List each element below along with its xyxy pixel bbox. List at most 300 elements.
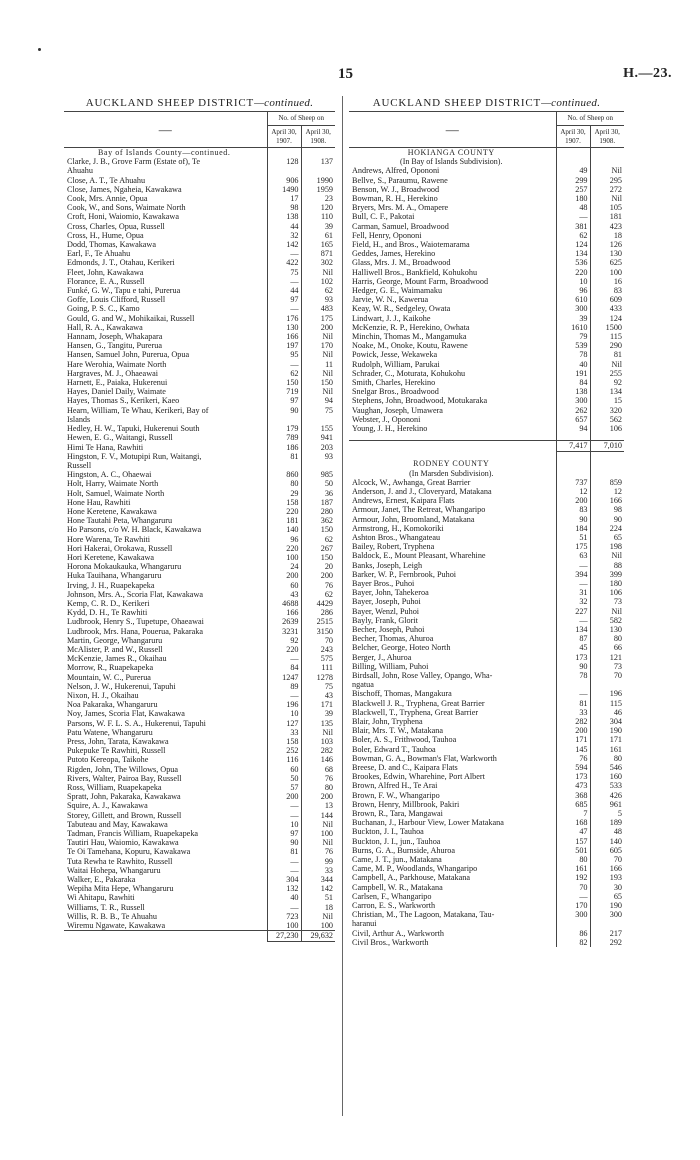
owner-name: Storey, Gillett, and Brown, Russell <box>64 811 267 820</box>
owner-name: Becher, Thomas, Ahuroa <box>349 634 556 643</box>
table-row <box>349 551 624 560</box>
sheep-1908: 68 <box>324 764 333 774</box>
sheep-1907 <box>556 157 590 166</box>
owner-name: Ross, William, Ruapekapeka <box>64 783 267 792</box>
sheep-1908: 200 <box>320 792 333 802</box>
sheep-1908: 121 <box>609 652 622 662</box>
owner-name: Hewen, E. G., Waitangi, Russell <box>64 433 267 442</box>
sheep-1908: 30 <box>613 882 622 892</box>
sheep-1907: 145 <box>556 745 590 754</box>
sheep-1907: 539 <box>556 341 590 350</box>
owner-name: Earl, F., Te Ahuahu <box>64 249 267 258</box>
owner-name: Smith, Charles, Herekino <box>349 378 556 387</box>
table-row <box>64 166 335 175</box>
sheep-1908: 533 <box>609 781 622 791</box>
sheep-1907: 594 <box>556 763 590 772</box>
owner-name: Cook, Mrs. Annie, Opua <box>64 194 267 203</box>
sheep-1907: — <box>267 654 301 663</box>
sheep-1907: 17 <box>267 194 301 203</box>
sheep-1907: — <box>267 304 301 313</box>
table-row <box>349 809 624 818</box>
table-row <box>64 820 335 829</box>
owner-name: Wepiha Mita Hepe, Whangaruru <box>64 884 267 893</box>
table-row <box>349 653 624 662</box>
owner-name: Edmonds, J. T., Otahau, Kerikeri <box>64 258 267 267</box>
sheep-1907: 62 <box>267 369 301 378</box>
sheep-1908: 130 <box>609 249 622 259</box>
sheep-1908: 859 <box>609 477 622 487</box>
sheep-1908: Nil <box>322 838 333 848</box>
sheep-1907 <box>556 148 590 158</box>
table-row <box>64 654 335 663</box>
sheep-1908: 181 <box>609 212 622 222</box>
sheep-1907: 100 <box>267 921 301 931</box>
owner-name: Hayes, Daniel Daily, Waimate <box>64 387 267 396</box>
owner-name: Te Oi Tamehana, Kopuru, Kawakawa <box>64 847 267 856</box>
sheep-1908: 80 <box>613 634 622 644</box>
owner-name: Benson, W. J., Broadwood <box>349 185 556 194</box>
sheep-1907: 124 <box>556 240 590 249</box>
sheep-1907: 173 <box>556 772 590 781</box>
sheep-1907: — <box>267 811 301 820</box>
sheep-1907: 57 <box>267 783 301 792</box>
table-row <box>349 268 624 277</box>
sheep-1908: 150 <box>320 552 333 562</box>
sheep-1908: 304 <box>609 716 622 726</box>
sheep-1907: 1490 <box>267 185 301 194</box>
sheep-1908 <box>301 415 335 424</box>
sheep-1908: 171 <box>320 700 333 710</box>
sheep-1907: — <box>556 689 590 698</box>
sheep-1907: 32 <box>267 231 301 240</box>
sheep-table-left <box>64 111 335 942</box>
sheep-1907: 220 <box>556 268 590 277</box>
sheep-1908: 130 <box>609 624 622 634</box>
table-row <box>64 866 335 875</box>
owner-name: Holt, Harry, Waimate North <box>64 479 267 488</box>
owner-name: Hare Werohia, Waimate North <box>64 360 267 369</box>
sheep-1908: 110 <box>321 212 333 222</box>
sheep-1908: 66 <box>613 643 622 653</box>
sheep-1908 <box>590 157 624 166</box>
owner-name: Noy, James, Scoria Flat, Kawakawa <box>64 709 267 718</box>
sheep-1908: 160 <box>609 772 622 782</box>
owner-name: Boler, A. S., Frithwood, Tauhoa <box>349 735 556 744</box>
table-row <box>64 406 335 415</box>
owner-name: Funké, G. W., Tapu e tahi, Pureruа <box>64 286 267 295</box>
sheep-1907: 282 <box>556 717 590 726</box>
owner-name: Stephens, John, Broadwood, Motukaraka <box>349 396 556 405</box>
sheep-1908: 282 <box>320 746 333 756</box>
table-row <box>349 341 624 350</box>
table-row <box>349 396 624 405</box>
sheep-1907: 10 <box>267 820 301 829</box>
sheep-1907: 33 <box>556 708 590 717</box>
table-row <box>64 581 335 590</box>
sheep-1907: 92 <box>267 636 301 645</box>
page-header <box>0 66 700 82</box>
sheep-1907: 81 <box>267 452 301 461</box>
owner-name: Bayer, Joseph, Puhoi <box>349 597 556 606</box>
sheep-1907: 7,417 <box>556 441 590 452</box>
table-row <box>64 516 335 525</box>
table-row <box>64 433 335 442</box>
owner-name: Tautiri Hau, Waiomio, Kawakawa <box>64 838 267 847</box>
sheep-1908: 399 <box>609 569 622 579</box>
sheep-1908: 625 <box>609 258 622 268</box>
sheep-1908: 70 <box>613 855 622 865</box>
table-row <box>64 231 335 240</box>
table-row <box>64 636 335 645</box>
owner-name: Johnson, Mrs. A., Scoria Flat, Kawakawa <box>64 590 267 599</box>
sheep-1907: 82 <box>556 938 590 947</box>
table-row <box>64 838 335 847</box>
table-row <box>349 791 624 800</box>
sheep-1908: 13 <box>324 801 333 811</box>
sheep-1907: 10 <box>267 709 301 718</box>
owner-name: ngatua <box>349 680 556 689</box>
sheep-1907: 80 <box>556 855 590 864</box>
owner-name: Waitai Hohepa, Whangaruru <box>64 866 267 875</box>
page-number: 15 <box>338 66 353 82</box>
table-row <box>349 332 624 341</box>
sheep-1908: 61 <box>324 230 333 240</box>
sheep-1907: 501 <box>556 846 590 855</box>
sheep-1908: 137 <box>320 157 333 167</box>
table-row <box>349 754 624 763</box>
sheep-1908: 175 <box>320 313 333 323</box>
sheep-1908: 92 <box>613 378 622 388</box>
sheep-1908: Nil <box>611 551 622 561</box>
table-row <box>349 203 624 212</box>
owner-name: Cross, H., Hume, Opua <box>64 231 267 240</box>
owner-name: Armour, Janet, The Retreat, Whangaripo <box>349 505 556 514</box>
owner-name: Carron, E. S., Warkworth <box>349 901 556 910</box>
county-heading <box>64 148 335 158</box>
owner-name: Tabuteau and May, Kawakawa <box>64 820 267 829</box>
table-row <box>349 249 624 258</box>
table-row <box>349 369 624 378</box>
sheep-1907: 39 <box>556 314 590 323</box>
owner-name: Rudolph, William, Parukai <box>349 360 556 369</box>
sheep-1908: 126 <box>609 240 622 250</box>
owner-name: Squire, A. J., Kawakawa <box>64 801 267 810</box>
owner-name: Burns, G. A., Burnside, Ahuroa <box>349 846 556 855</box>
sheep-1908: Nil <box>322 911 333 921</box>
owner-name: Blair, John, Tryphena <box>349 717 556 726</box>
sheep-column-header: No. of Sheep on <box>267 112 335 126</box>
table-row <box>349 277 624 286</box>
sheep-1908: 98 <box>613 505 622 515</box>
owner-name: Field, H., and Bros., Waiotemarama <box>349 240 556 249</box>
sheep-1907: 94 <box>556 424 590 433</box>
sheep-1907: 48 <box>556 203 590 212</box>
table-row <box>64 378 335 387</box>
sheep-1907: 723 <box>267 912 301 921</box>
sheep-1907: 227 <box>556 607 590 616</box>
owner-name: HOKIANGA COUNTY <box>349 148 556 158</box>
sheep-1908: 120 <box>320 203 333 213</box>
sheep-1907: 368 <box>556 791 590 800</box>
owner-name <box>64 931 267 942</box>
table-row <box>64 249 335 258</box>
owner-name: Cook, W., and Sons, Waimate North <box>64 203 267 212</box>
owner-name: Alcock, W., Awhanga, Great Barrier <box>349 478 556 487</box>
sheep-1907: 45 <box>556 643 590 652</box>
sheep-1908: 115 <box>610 698 622 708</box>
owner-name: Press, John, Tarata, Kawakawa <box>64 737 267 746</box>
sheep-1908: Nil <box>322 819 333 829</box>
table-row <box>64 222 335 231</box>
sheep-1908: Nil <box>611 359 622 369</box>
sheep-1908: 43 <box>324 690 333 700</box>
table-row <box>64 608 335 617</box>
sheep-1908: 146 <box>320 755 333 765</box>
table-row <box>64 617 335 626</box>
sheep-1907: 87 <box>556 634 590 643</box>
sheep-1908: 272 <box>609 184 622 194</box>
table-row <box>64 341 335 350</box>
owner-name: Buckton, J. I., Tauhoa <box>349 827 556 836</box>
sheep-1907: 138 <box>556 387 590 396</box>
table-row <box>349 496 624 505</box>
owner-name: Lindwart, J. J., Kaikohe <box>349 314 556 323</box>
owner-name: Noa Pakaraka, Whangaruru <box>64 700 267 709</box>
sheep-1907: 76 <box>556 754 590 763</box>
sheep-1908: 88 <box>613 560 622 570</box>
sheep-1907: 90 <box>556 515 590 524</box>
sheep-1907: 719 <box>267 387 301 396</box>
sheep-1908: 203 <box>320 442 333 452</box>
owner-name: Civil Bros., Warkworth <box>349 938 556 947</box>
sheep-1907 <box>267 148 301 158</box>
sheep-1908: 433 <box>609 304 622 314</box>
sheep-1907: — <box>556 212 590 221</box>
owner-name: Islands <box>64 415 267 424</box>
sheep-1908: 142 <box>320 884 333 894</box>
table-row <box>349 634 624 643</box>
sheep-1907: 29 <box>267 489 301 498</box>
table-row <box>349 579 624 588</box>
sheep-1907: 300 <box>556 396 590 405</box>
table-row <box>349 855 624 864</box>
sheep-1908: 18 <box>324 902 333 912</box>
table-row <box>349 726 624 735</box>
sheep-1908: 423 <box>609 221 622 231</box>
sheep-1908: 62 <box>324 589 333 599</box>
sheep-1908: 50 <box>324 479 333 489</box>
table-row <box>64 783 335 792</box>
sheep-1907 <box>556 433 590 441</box>
table-row <box>349 625 624 634</box>
owner-name: Horona Mokaukauka, Whangaruru <box>64 562 267 571</box>
table-row <box>64 443 335 452</box>
year-1908-header: April 30, 1908. <box>301 126 335 148</box>
sheep-1908: 62 <box>324 286 333 296</box>
sheep-1907: 83 <box>556 505 590 514</box>
sheep-1907: 140 <box>267 525 301 534</box>
table-row <box>349 827 624 836</box>
sheep-1908: 4429 <box>316 598 333 608</box>
sheep-1907: — <box>267 360 301 369</box>
sheep-1907: — <box>267 249 301 258</box>
sheep-1907: 158 <box>267 737 301 746</box>
table-row <box>64 268 335 277</box>
table-row <box>349 240 624 249</box>
table-row <box>64 369 335 378</box>
sheep-1907: 96 <box>556 286 590 295</box>
table-row <box>349 597 624 606</box>
owner-name: Bischoff, Thomas, Mangakura <box>349 689 556 698</box>
sheep-1908: 292 <box>609 937 622 947</box>
sheep-1908: 51 <box>324 893 333 903</box>
sheep-1907: 60 <box>267 581 301 590</box>
table-row <box>64 562 335 571</box>
sheep-1908 <box>301 148 335 158</box>
sheep-1907: 12 <box>556 487 590 496</box>
sheep-1907: 79 <box>556 332 590 341</box>
table-row <box>349 295 624 304</box>
sheep-1908: 166 <box>609 496 622 506</box>
sheep-1908: 941 <box>320 433 333 443</box>
sheep-1907: 78 <box>556 350 590 359</box>
sheep-1908: 295 <box>609 175 622 185</box>
sheep-1907: 32 <box>556 597 590 606</box>
sheep-1907: — <box>267 903 301 912</box>
sheep-1907: 95 <box>267 350 301 359</box>
sheep-1907: 150 <box>267 378 301 387</box>
sheep-1908: 217 <box>609 928 622 938</box>
sheep-1907: 40 <box>556 360 590 369</box>
sheep-1907: 860 <box>267 470 301 479</box>
sheep-1908: Nil <box>322 727 333 737</box>
owner-name: Himi Te Hana, Rawhiti <box>64 443 267 452</box>
sheep-1908: 362 <box>320 516 333 526</box>
sheep-1907: 381 <box>556 222 590 231</box>
sheep-1908: 124 <box>609 313 622 323</box>
sheep-1907: 173 <box>556 653 590 662</box>
sheep-1907: 168 <box>556 818 590 827</box>
sheep-1907: 134 <box>556 249 590 258</box>
owner-name: Hone Hau, Rawhiti <box>64 498 267 507</box>
table-row <box>349 846 624 855</box>
owner-name: Belcher, George, Hoteo North <box>349 643 556 652</box>
sheep-1908: 426 <box>609 790 622 800</box>
owner-name: Nixon, H. J., Okaihau <box>64 691 267 700</box>
owner-name: Fell, Henry, Opononi <box>349 231 556 240</box>
sheep-1907: 536 <box>556 258 590 267</box>
sheep-1907: 300 <box>556 910 590 919</box>
owner-name: Ludbrook, Henry S., Tupetupe, Ohaeawai <box>64 617 267 626</box>
table-row <box>64 240 335 249</box>
owner-name: Vaughan, Joseph, Umawera <box>349 406 556 415</box>
sheep-1908: 33 <box>324 865 333 875</box>
district-name: AUCKLAND SHEEP DISTRICT <box>85 97 255 109</box>
owner-name: Barker, W. P., Fernbrook, Puhoi <box>349 570 556 579</box>
sheep-1908: 605 <box>609 845 622 855</box>
owner-name: Keay, W. R., Sedgeley, Owata <box>349 304 556 313</box>
sheep-1908: 70 <box>613 670 622 680</box>
sheep-1908: 985 <box>320 470 333 480</box>
sheep-1908: 483 <box>320 304 333 314</box>
owner-name: Minchin, Thomas M., Mangamuka <box>349 332 556 341</box>
table-row <box>64 645 335 654</box>
owner-name: Becher, Joseph, Puhoi <box>349 625 556 634</box>
sheep-1907: 7 <box>556 809 590 818</box>
sheep-1907: 78 <box>556 671 590 680</box>
sheep-1908: 106 <box>609 424 622 434</box>
sheep-1908: 90 <box>613 514 622 524</box>
owner-name: Harnett, E., Paiaka, Hukerenui <box>64 378 267 387</box>
owner-name: Bowman, R. H., Herekino <box>349 194 556 203</box>
sheep-1908: Nil <box>611 194 622 204</box>
table-row <box>349 745 624 754</box>
table-row <box>64 627 335 636</box>
owner-name: Carman, Samuel, Broadwood <box>349 222 556 231</box>
sheep-1907: 81 <box>267 847 301 856</box>
sheep-1907 <box>556 452 590 460</box>
owner-name: Bayer Bros., Puhoi <box>349 579 556 588</box>
sheep-1908: 75 <box>324 681 333 691</box>
table-row <box>64 792 335 801</box>
table-row <box>349 708 624 717</box>
owner-name: Bailey, Robert, Tryphena <box>349 542 556 551</box>
sheep-1907: 90 <box>267 406 301 415</box>
sheep-1907: — <box>556 616 590 625</box>
sheep-1908: 165 <box>320 240 333 250</box>
table-row <box>349 781 624 790</box>
table-row <box>349 487 624 496</box>
sheep-1907: — <box>267 691 301 700</box>
sheep-1908: 20 <box>324 562 333 572</box>
owner-name: Campbell, W. R., Matakana <box>349 883 556 892</box>
sheep-1908: 3150 <box>316 626 333 636</box>
sheep-1907: 24 <box>267 562 301 571</box>
table-row <box>349 231 624 240</box>
sheep-1908: 224 <box>609 523 622 533</box>
sheep-1907: 51 <box>556 533 590 542</box>
sheep-1907: 86 <box>556 929 590 938</box>
table-row <box>64 185 335 194</box>
sheep-1908: Nil <box>322 368 333 378</box>
table-row <box>64 479 335 488</box>
owner-name: Young, J. H., Herekino <box>349 424 556 433</box>
sheep-1908: 171 <box>609 735 622 745</box>
sheep-1907 <box>267 415 301 424</box>
owner-name: Hone Tautahi Peta, Whangaruru <box>64 516 267 525</box>
sheep-1908: 102 <box>320 276 333 286</box>
sheep-1907: 134 <box>556 625 590 634</box>
owner-name: Irving, J. H., Ruapekapeka <box>64 581 267 590</box>
table-row <box>64 452 335 461</box>
table-row <box>64 396 335 405</box>
page-mark <box>38 48 41 51</box>
sheep-1908: 23 <box>324 194 333 204</box>
sheep-1908: 15 <box>613 396 622 406</box>
sheep-1907: 158 <box>267 498 301 507</box>
sheep-1907: 63 <box>556 551 590 560</box>
owner-name: RODNEY COUNTY <box>349 459 556 468</box>
table-row <box>349 524 624 533</box>
table-row <box>64 553 335 562</box>
owner-name: Bellve, S., Paraumu, Rawene <box>349 176 556 185</box>
sheep-1908: 1500 <box>605 322 622 332</box>
sheep-1908: 243 <box>320 644 333 654</box>
owner-name: Ashton Bros., Whangateau <box>349 533 556 542</box>
table-row <box>64 700 335 709</box>
table-row <box>349 919 624 928</box>
sheep-1907: 200 <box>267 792 301 801</box>
